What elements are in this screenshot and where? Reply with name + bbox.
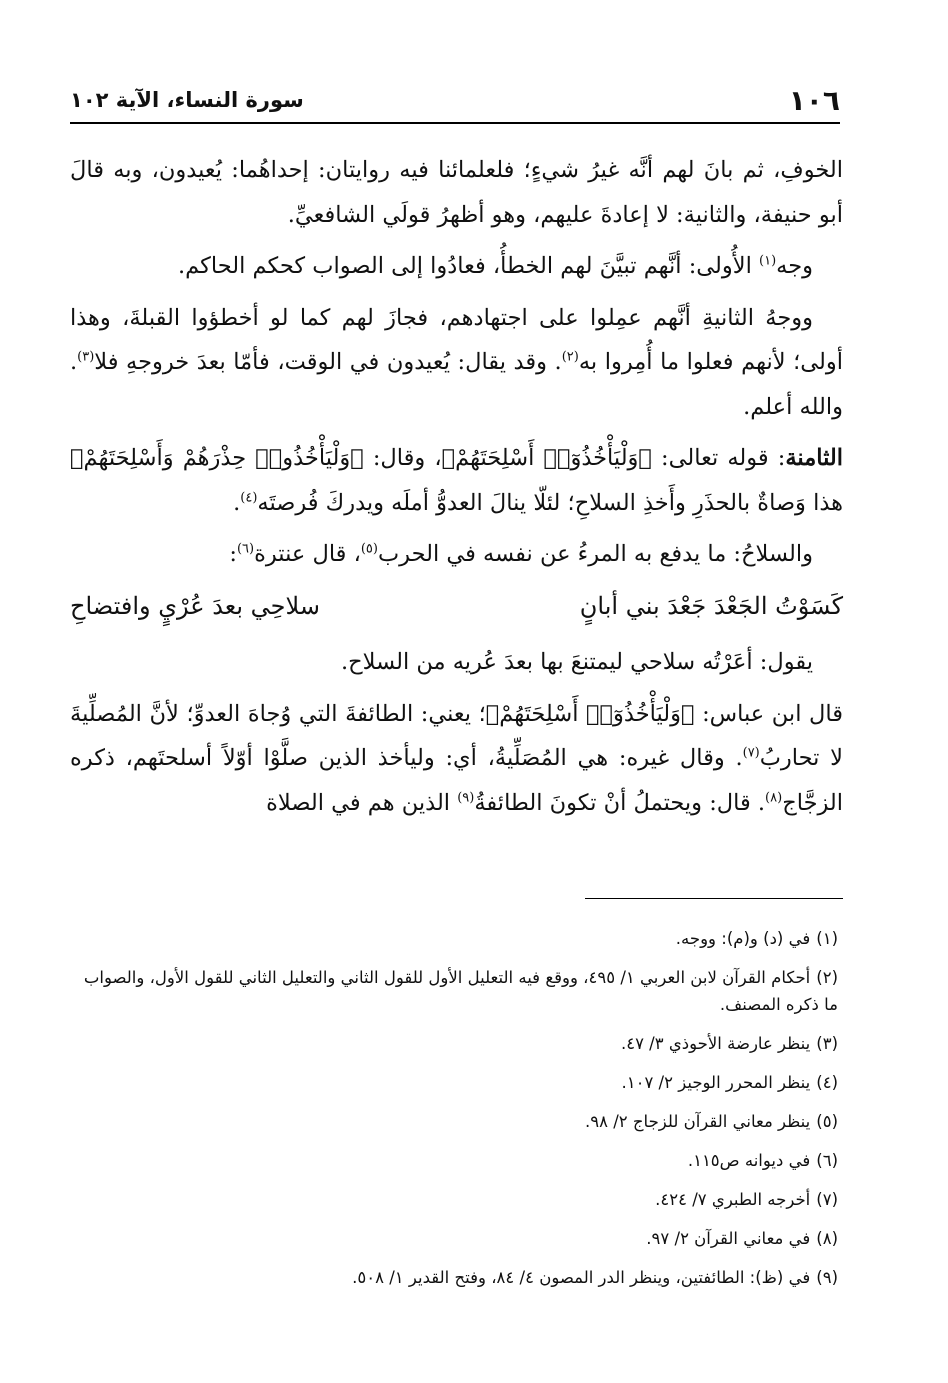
paragraph-text: الذين هم في الصلاة [266, 789, 458, 816]
footnote-text: في معاني القرآن ٢/ ٩٧. [646, 1229, 811, 1248]
paragraph-text: يقول: أعَرْتُه سلاحي ليمتنعَ بها بعدَ عُريه من السلاح. [340, 649, 813, 675]
paragraph-6 [70, 640, 843, 685]
footnote-ref: (٣) [77, 349, 95, 365]
footnote-ref: (٩) [457, 790, 475, 805]
footnote-text: ينظر المحرر الوجيز ٢/ ١٠٧. [621, 1073, 811, 1092]
footnote-number: (٨) [816, 1229, 838, 1248]
footnote-ref: (٢) [561, 349, 579, 365]
verse-second-hemistich: سلاحِي بعدَ عُرْيٍ وافتضاحِ [70, 591, 320, 620]
paragraph-text: . [233, 489, 241, 516]
footnote [70, 1030, 838, 1057]
paragraph-text: والسلاحُ: ما يدفع به المرءُ عن نفسه في الحرب [377, 541, 813, 567]
footnote-number: (٦) [816, 1151, 838, 1170]
verse-first-hemistich: كَسَوْتُ الجَعْدَ جَعْدَ بني أبانٍ [579, 591, 843, 620]
paragraph-1 [70, 148, 843, 237]
footnote-number: (٧) [816, 1190, 838, 1209]
footnote [70, 1186, 838, 1213]
footnote-text: في ديوانه ص١١٥. [687, 1151, 811, 1170]
running-head: سورة النساء، الآية ١٠٢ [70, 88, 304, 112]
footnote-text: أخرجه الطبري ٧/ ٤٢٤. [655, 1190, 811, 1209]
footnote [70, 1147, 838, 1174]
footnote [70, 1108, 838, 1135]
footnote-ref: (١) [759, 253, 777, 269]
footnote-text: ينظر عارضة الأحوذي ٣/ ٤٧. [620, 1034, 811, 1053]
paragraph-3 [70, 296, 843, 430]
paragraph-text: . وقال غيره: هي المُصَلِّيةُ، أي: وليأخذ الذين صلَّوْا أوّلاً أسلحتَهم، ذكره الزجَّاج [70, 745, 843, 816]
paragraph-text: الأُولى: أنَّهم تبيَّنَ لهم الخطأُ، فعادُوا إلى الصواب كحكم الحاكم. [178, 253, 760, 279]
footnote-text: أحكام القرآن لابن العربي ١/ ٤٩٥، ووقع فيه التعليل الأول للقول الثاني والتعليل الثاني للقول الأول، والصواب ما ذكره المصنف. [83, 968, 838, 1014]
paragraph-7 [70, 692, 843, 826]
page-header [70, 80, 840, 124]
main-text [70, 148, 843, 832]
paragraph-text: الخوفِ، ثم بانَ لهم أنَّه غيرُ شيءٍ؛ فلعلمائنا فيه روايتان: إحداهُما: يُعيدون، وبه قالَ أبو حنيفة، والثانية: لا إعادةَ عليهم، وهو أظهرُ قولَي الشافعيِّ. [70, 157, 843, 228]
poetry-verse [70, 584, 843, 629]
footnote-text: في (د) و(م): ووجه. [675, 929, 811, 948]
paragraph-text: ووجهُ الثانيةِ أنَّهم عمِلوا على اجتهادهم، فجازَ لهم كما لو أخطؤوا القبلةَ، وهذا أولى؛ لأنهم فعلوا ما أُمِروا به [70, 304, 843, 375]
footnote-ref: (٤) [240, 490, 258, 505]
paragraph-text: . والله أعلم. [70, 349, 843, 420]
paragraph-text: . وقد يقال: يُعيدون في الوقت، فأمّا بعدَ خروجهِ فلا [94, 349, 562, 375]
footnote-ref: (٧) [742, 745, 760, 761]
footnote-number: (٥) [816, 1112, 838, 1131]
footnote [70, 1069, 838, 1096]
paragraph-text: : قوله تعالى: ﴿وَلْيَأْخُذُوٓا۟ أَسْلِحَتَهُمْ﴾، وقال: ﴿وَلْيَأْخُذُوا۟ حِذْرَهُمْ وَأَسْلِحَتَهُمْ﴾ هذا وَصاةٌ بالحذَرِ وأَخذِ السلاحِ؛ لئلّا ينالَ العدوُّ أملَه ويدركَ فُرصتَه [70, 445, 843, 516]
footnote-number: (١) [816, 929, 838, 948]
footnote-ref: (٥) [360, 541, 378, 557]
paragraph-text: قال ابن عباس: ﴿وَلْيَأْخُذُوٓا۟ أَسْلِحَتَهُمْ﴾؛ يعني: الطائفةَ التي وُجاهَ العدوِّ؛ لأنَّ المُصلِّيةَ لا تحاربُ [70, 700, 843, 771]
footnote-number: (٩) [816, 1268, 838, 1287]
paragraph-4 [70, 436, 843, 525]
footnote [70, 964, 838, 1018]
paragraph-text: : [229, 541, 237, 567]
page-number: ١٠٦ [788, 84, 840, 117]
footnote [70, 1264, 838, 1291]
footnote-text: ينظر معاني القرآن للزجاج ٢/ ٩٨. [584, 1112, 811, 1131]
footnote-separator [585, 898, 843, 899]
footnote-ref: (٨) [765, 790, 783, 805]
section-heading: الثامنة [785, 445, 843, 471]
footnote-ref: (٦) [236, 541, 255, 557]
paragraph-2 [70, 244, 843, 289]
paragraph-text: ، قال عنترة [254, 541, 361, 567]
footnote [70, 925, 838, 952]
footnote-number: (٢) [816, 968, 838, 987]
paragraph-text: وجه [776, 253, 813, 279]
footnote-number: (٣) [816, 1034, 838, 1053]
footnote [70, 1225, 838, 1252]
footnote-number: (٤) [816, 1073, 838, 1092]
footnote-text: في (ظ): الطائفتين، وينظر الدر المصون ٤/ ٨٤، وفتح القدير ١/ ٥٠٨. [352, 1268, 811, 1287]
paragraph-5 [70, 532, 843, 577]
footnotes [70, 925, 838, 1303]
paragraph-text: . قال: ويحتملُ أنْ تكونَ الطائفةُ [474, 789, 766, 816]
